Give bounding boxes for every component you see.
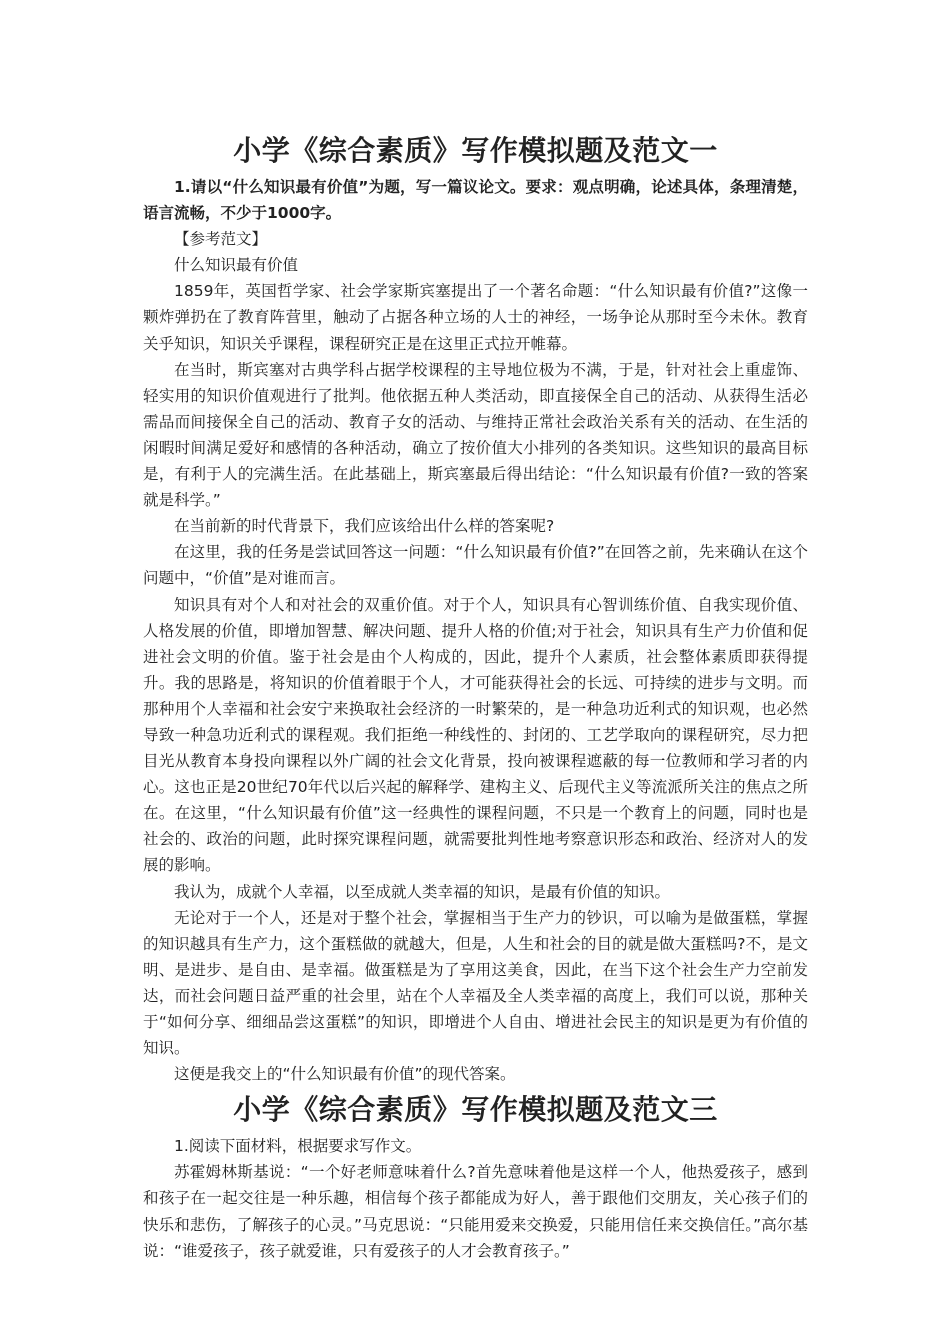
essay-paragraph: 在当前新的时代背景下，我们应该给出什么样的答案呢? bbox=[174, 517, 555, 536]
document-page bbox=[143, 128, 808, 1264]
material-paragraph: 苏霍姆林斯基说：“一个好老师意味着什么?首先意味着他是这样一个人，他热爱孩子，感到和孩子在一起交往是一种乐趣，相信每个孩子都能成为好人，善于跟他们交朋友，关心孩子们的快乐和悲伤，了解孩子的心灵。”马克思说：“只能用爱来交换爱，只能用信任来交换信任。”高尔基说：“谁爱孩子，孩子就爱谁，只有爱孩子的人才会教育孩子。” bbox=[143, 1163, 808, 1260]
material-paragraph: 1.阅读下面材料，根据要求写作文。 bbox=[174, 1137, 422, 1156]
question-prompt: 1.请以“什么知识最有价值”为题，写一篇议论文。要求：观点明确，论述具体，条理清楚，语言流畅，不少于1000字。 bbox=[143, 178, 808, 223]
essay-paragraph: 这便是我交上的“什么知识最有价值”的现代答案。 bbox=[174, 1065, 516, 1084]
essay-paragraph: 1859年，英国哲学家、社会学家斯宾塞提出了一个著名命题：“什么知识最有价值?”这像一颗炸弹扔在了教育阵营里，触动了占据各种立场的人士的神经，一场争论从那时至今未休。教育关乎知识，知识关乎课程，课程研究正是在这里正式拉开帷幕。 bbox=[143, 282, 808, 353]
reference-label: 【参考范文】 bbox=[174, 230, 268, 249]
essay-paragraph: 知识具有对个人和对社会的双重价值。对于个人，知识具有心智训练价值、自我实现价值、人格发展的价值，即增加智慧、解决问题、提升人格的价值;对于社会，知识具有生产力价值和促进社会文明的价值。鉴于社会是由个人构成的，因此，提升个人素质，社会整体素质即获得提升。我的思路是，将知识的价值着眼于个人，才可能获得社会的长远、可持续的进步与文明。而那种用个人幸福和社会安宁来换取社会经济的一时繁荣的，是一种急功近利式的知识观，也必然导致一种急功近利式的课程观。我们拒绝一种线性的、封闭的、工艺学取向的课程研究，尽力把目光从教育本身投向课程以外广阔的社会文化背景，投向被课程遮蔽的每一位教师和学习者的内心。这也正是20世纪70年代以后兴起的解释学、建构主义、后现代主义等流派所关注的焦点之所在。在这里，“什么知识最有价值”这一经典性的课程问题，不只是一个教育上的问题，同时也是社会的、政治的问题，此时探究课程问题，就需要批判性地考察意识形态和政治、经济对人的发展的影响。 bbox=[143, 595, 808, 875]
essay-paragraph: 我认为，成就个人幸福，以至成就人类幸福的知识，是最有价值的知识。 bbox=[174, 882, 671, 901]
section2-title: 小学《综合素质》写作模拟题及范文三 bbox=[233, 1093, 718, 1127]
essay-paragraph: 在当时，斯宾塞对古典学科占据学校课程的主导地位极为不满，于是，针对社会上重虚饰、轻实用的知识价值观进行了批判。他依据五种人类活动，即直接保全自己的活动、从获得生活必需品而间接保全自己的活动、教育子女的活动、与维持正常社会政治关系有关的活动、在生活的闲暇时间满足爱好和感情的各种活动，确立了按价值大小排列的各类知识。这些知识的最高目标是，有利于人的完满生活。在此基础上，斯宾塞最后得出结论：“什么知识最有价值?一致的答案就是科学。” bbox=[143, 360, 808, 510]
essay-paragraph: 在这里，我的任务是尝试回答这一问题：“什么知识最有价值?”在回答之前，先来确认在这个问题中，“价值”是对谁而言。 bbox=[143, 543, 808, 588]
essay-paragraph: 无论对于一个人，还是对于整个社会，掌握相当于生产力的钞识，可以喻为是做蛋糕，掌握的知识越具有生产力，这个蛋糕做的就越大，但是，人生和社会的目的就是做大蛋糕吗?不，是文明、是进步、是自由、是幸福。做蛋糕是为了享用这美食，因此，在当下这个社会生产力空前发达，而社会问题日益严重的社会里，站在个人幸福及全人类幸福的高度上，我们可以说，那种关于“如何分享、细细品尝这蛋糕”的知识，即增进个人自由、增进社会民主的知识是更为有价值的知识。 bbox=[143, 908, 808, 1058]
section1-title: 小学《综合素质》写作模拟题及范文一 bbox=[233, 134, 718, 167]
essay-title: 什么知识最有价值 bbox=[174, 256, 299, 275]
